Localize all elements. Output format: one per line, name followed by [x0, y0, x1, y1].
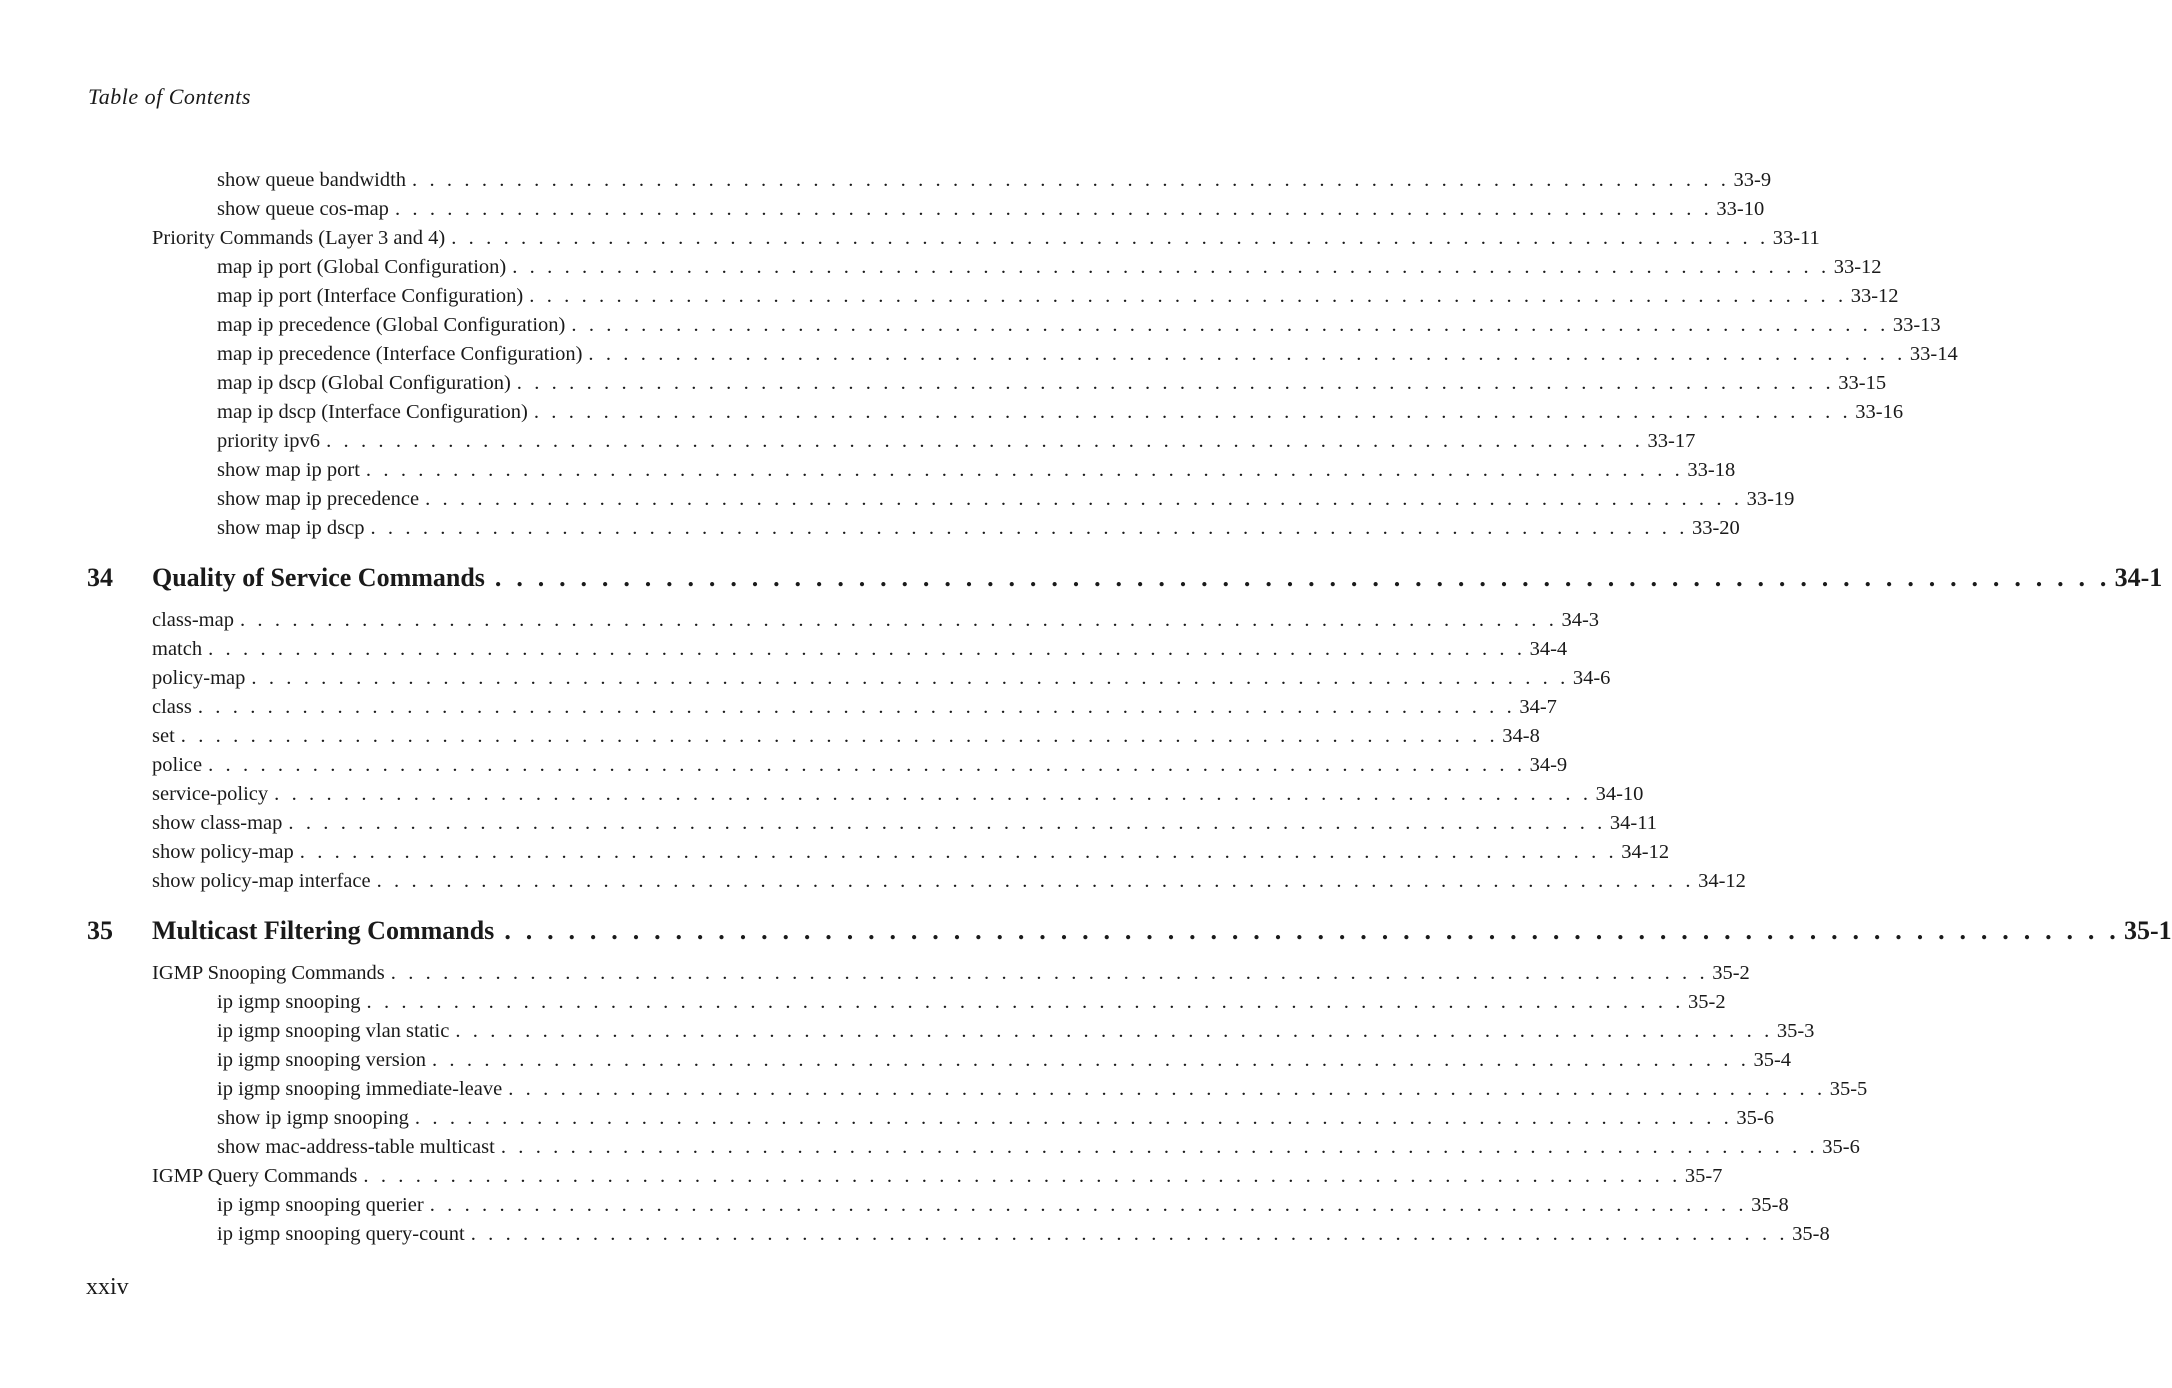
toc-entry-page: 33-10 — [1716, 198, 1765, 220]
toc-entry-page: 34-12 — [1621, 841, 1670, 863]
toc-entry[interactable] — [217, 253, 1882, 282]
toc-entry-page: 33-18 — [1687, 459, 1736, 481]
toc-entry-title: ip igmp snooping vlan static — [217, 1020, 450, 1042]
toc-entry-title: IGMP Snooping Commands — [152, 962, 385, 984]
toc-entry-title: police — [152, 754, 203, 776]
toc-entry[interactable] — [217, 1133, 1860, 1162]
toc-entry-page: 35-2 — [1712, 962, 1750, 984]
toc-entry-title: show queue bandwidth — [217, 169, 407, 191]
toc-entry-page: 34-8 — [1502, 725, 1540, 747]
dot-leader: . . . . . . . . . . . . . . . . . . . . . . . . . . . . . . . . . . . . . . . . . . . . . . . . . . . . . . . . . . . . . . . . . . . . . . . . . . . . — [288, 812, 1606, 834]
toc-entry-title: show policy-map — [152, 841, 294, 863]
dot-leader: . . . . . . . . . . . . . . . . . . . . . . . . . . . . . . . . . . . . . . . . . . . . . . . . . . . . . . . . . . . . . . . . . . . . . . . . . . . . — [500, 1136, 1819, 1158]
toc-entry-title: class — [152, 696, 192, 718]
toc-entry-page: 35-3 — [1776, 1020, 1815, 1042]
toc-entry-title: policy-map — [152, 667, 246, 689]
toc-entry-page: 33-16 — [1855, 401, 1904, 423]
dot-leader: . . . . . . . . . . . . . . . . . . . . . . . . . . . . . . . . . . . . . . . . . . . . . . . . . . . . . . . . . . . . . . . . . . . . . . . . . . . . — [326, 430, 1644, 452]
toc-entry-title: priority ipv6 — [217, 430, 321, 452]
dot-leader: . . . . . . . . . . . . . . . . . . . . . . . . . . . . . . . . . . . . . . . . . . . . . . . . . . . . . . . . . . . . . . . . . . . . . . . . . . . . — [366, 991, 1684, 1013]
dot-leader: . . . . . . . . . . . . . . . . . . . . . . . . . . . . . . . . . . . . . . . . . . . . . . . . . . . . . . . . . . . . . . . . . . . . . . . . . . . . — [431, 1049, 1750, 1071]
dot-leader: . . . . . . . . . . . . . . . . . . . . . . . . . . . . . . . . . . . . . . . . . . . . . . . . . . . . . . . . . . . . . . . . . . . . . . . . . . . . — [370, 517, 1688, 539]
toc-entry-title: map ip port (Global Configuration) — [217, 256, 507, 278]
toc-entry[interactable] — [152, 635, 1568, 664]
dot-leader: . . . . . . . . . . . . . . . . . . . . . . . . . . . . . . . . . . . . . . . . . . . . . . . . . . . . . . . . . . . . . . . . . . . . . . . . . . . . — [533, 401, 1852, 423]
dot-leader: . . . . . . . . . . . . . . . . . . . . . . . . . . . . . . . . . . . . . . . . . . . . . . . . . . . . . . . . . . . . . . . . . . . . . . . . . . . . — [365, 459, 1684, 481]
toc-entry-title: ip igmp snooping — [217, 991, 361, 1013]
toc-entry-title: class-map — [152, 609, 234, 631]
toc-entry[interactable] — [152, 722, 1540, 751]
toc-entry-page: 33-9 — [1733, 169, 1772, 191]
toc-entry[interactable] — [152, 867, 1746, 896]
toc-entry-page: 35-5 — [1829, 1078, 1868, 1100]
toc-entry-page: 34-3 — [1561, 609, 1600, 631]
toc-entry-title: show ip igmp snooping — [217, 1107, 409, 1129]
toc-entry-page: 33-11 — [1772, 227, 1820, 249]
toc-entry-page: 34-6 — [1572, 667, 1611, 689]
dot-leader: . . . . . . . . . . . . . . . . . . . . . . . . . . . . . . . . . . . . . . . . . . . . . . . . . . . . . . . . . . . . . . . . . . . . . . . . . . . . — [494, 563, 2111, 592]
toc-entry-page: 33-13 — [1892, 314, 1941, 336]
toc-entry[interactable] — [217, 1017, 1815, 1046]
dot-leader: . . . . . . . . . . . . . . . . . . . . . . . . . . . . . . . . . . . . . . . . . . . . . . . . . . . . . . . . . . . . . . . . . . . . . . . . . . . . — [504, 916, 2121, 945]
toc-entry[interactable] — [152, 606, 1600, 635]
dot-leader: . . . . . . . . . . . . . . . . . . . . . . . . . . . . . . . . . . . . . . . . . . . . . . . . . . . . . . . . . . . . . . . . . . . . . . . . . . . . — [470, 1223, 1789, 1245]
toc-entry-page: 34-9 — [1529, 754, 1568, 776]
toc-entry[interactable] — [217, 311, 1941, 340]
toc-section[interactable] — [152, 224, 1820, 253]
dot-leader: . . . . . . . . . . . . . . . . . . . . . . . . . . . . . . . . . . . . . . . . . . . . . . . . . . . . . . . . . . . . . . . . . . . . . . . . . . . . — [251, 667, 1569, 689]
toc-entry-title: show mac-address-table multicast — [217, 1136, 495, 1158]
toc-entry-page: 35-8 — [1751, 1194, 1789, 1216]
toc-entry-title: ip igmp snooping immediate-leave — [217, 1078, 503, 1100]
toc-entry-title: map ip dscp (Global Configuration) — [217, 372, 511, 394]
toc-entry-page: 33-17 — [1647, 430, 1696, 452]
dot-leader: . . . . . . . . . . . . . . . . . . . . . . . . . . . . . . . . . . . . . . . . . . . . . . . . . . . . . . . . . . . . . . . . . . . . . . . . . . . . — [451, 227, 1769, 249]
dot-leader: . . . . . . . . . . . . . . . . . . . . . . . . . . . . . . . . . . . . . . . . . . . . . . . . . . . . . . . . . . . . . . . . . . . . . . . . . . . . — [588, 343, 1906, 365]
toc-entry[interactable] — [217, 485, 1795, 514]
dot-leader: . . . . . . . . . . . . . . . . . . . . . . . . . . . . . . . . . . . . . . . . . . . . . . . . . . . . . . . . . . . . . . . . . . . . . . . . . . . . — [208, 638, 1526, 660]
dot-leader: . . . . . . . . . . . . . . . . . . . . . . . . . . . . . . . . . . . . . . . . . . . . . . . . . . . . . . . . . . . . . . . . . . . . . . . . . . . . — [455, 1020, 1773, 1042]
toc-entry[interactable] — [217, 166, 1772, 195]
toc-entry[interactable] — [217, 195, 1765, 224]
dot-leader: . . . . . . . . . . . . . . . . . . . . . . . . . . . . . . . . . . . . . . . . . . . . . . . . . . . . . . . . . . . . . . . . . . . . . . . . . . . . — [429, 1194, 1748, 1216]
toc-entry-page: 35-8 — [1792, 1223, 1830, 1245]
dot-leader: . . . . . . . . . . . . . . . . . . . . . . . . . . . . . . . . . . . . . . . . . . . . . . . . . . . . . . . . . . . . . . . . . . . . . . . . . . . . — [571, 314, 1889, 336]
toc-entry-title: show class-map — [152, 812, 283, 834]
dot-leader: . . . . . . . . . . . . . . . . . . . . . . . . . . . . . . . . . . . . . . . . . . . . . . . . . . . . . . . . . . . . . . . . . . . . . . . . . . . . — [274, 783, 1592, 805]
toc-entry[interactable] — [217, 369, 1887, 398]
toc-entry-title: ip igmp snooping querier — [217, 1194, 424, 1216]
toc-entry-title: IGMP Query Commands — [152, 1165, 358, 1187]
toc-entry-page: 35-4 — [1753, 1049, 1792, 1071]
toc-entry[interactable] — [217, 1220, 1830, 1249]
toc-entry[interactable] — [217, 1046, 1792, 1075]
dot-leader: . . . . . . . . . . . . . . . . . . . . . . . . . . . . . . . . . . . . . . . . . . . . . . . . . . . . . . . . . . . . . . . . . . . . . . . . . . . . — [529, 285, 1847, 307]
toc-entry-page: 33-20 — [1691, 517, 1740, 539]
toc-entry-page: 33-15 — [1838, 372, 1887, 394]
toc-entry[interactable] — [152, 809, 1657, 838]
toc-entry-title: service-policy — [152, 783, 269, 805]
toc-chapter-35[interactable] — [87, 913, 2172, 949]
toc-section[interactable] — [152, 959, 1750, 988]
toc-entry[interactable] — [217, 282, 1899, 311]
toc-entry-title: show map ip precedence — [217, 488, 420, 510]
dot-leader: . . . . . . . . . . . . . . . . . . . . . . . . . . . . . . . . . . . . . . . . . . . . . . . . . . . . . . . . . . . . . . . . . . . . . . . . . . . . — [412, 169, 1730, 191]
dot-leader: . . . . . . . . . . . . . . . . . . . . . . . . . . . . . . . . . . . . . . . . . . . . . . . . . . . . . . . . . . . . . . . . . . . . . . . . . . . . — [394, 198, 1713, 220]
toc-entry[interactable] — [217, 427, 1696, 456]
toc-entry-page: 35-6 — [1822, 1136, 1860, 1158]
toc-entry-title: Priority Commands (Layer 3 and 4) — [152, 227, 446, 249]
toc-entry-page: 34-4 — [1529, 638, 1568, 660]
dot-leader: . . . . . . . . . . . . . . . . . . . . . . . . . . . . . . . . . . . . . . . . . . . . . . . . . . . . . . . . . . . . . . . . . . . . . . . . . . . . — [516, 372, 1835, 394]
dot-leader: . . . . . . . . . . . . . . . . . . . . . . . . . . . . . . . . . . . . . . . . . . . . . . . . . . . . . . . . . . . . . . . . . . . . . . . . . . . . — [425, 488, 1743, 510]
toc-entry-page: 34-7 — [1519, 696, 1557, 718]
toc-entry-page: 35-7 — [1684, 1165, 1723, 1187]
toc-entry[interactable] — [152, 751, 1568, 780]
toc-entry-title: map ip dscp (Interface Configuration) — [217, 401, 528, 423]
toc-entry[interactable] — [217, 340, 1958, 369]
dot-leader: . . . . . . . . . . . . . . . . . . . . . . . . . . . . . . . . . . . . . . . . . . . . . . . . . . . . . . . . . . . . . . . . . . . . . . . . . . . . — [239, 609, 1558, 631]
dot-leader: . . . . . . . . . . . . . . . . . . . . . . . . . . . . . . . . . . . . . . . . . . . . . . . . . . . . . . . . . . . . . . . . . . . . . . . . . . . . — [197, 696, 1516, 718]
running-head: Table of Contents — [88, 84, 251, 109]
dot-leader: . . . . . . . . . . . . . . . . . . . . . . . . . . . . . . . . . . . . . . . . . . . . . . . . . . . . . . . . . . . . . . . . . . . . . . . . . . . . — [299, 841, 1618, 863]
toc-entry[interactable] — [217, 514, 1740, 543]
toc-entry-title: show map ip dscp — [217, 517, 365, 539]
toc-entry-title: match — [152, 638, 203, 660]
table-of-contents — [0, 166, 2172, 1249]
toc-entry[interactable] — [152, 664, 1611, 693]
toc-entry-title: ip igmp snooping version — [217, 1049, 426, 1071]
toc-chapter-34[interactable] — [87, 560, 2163, 596]
toc-entry-page: 33-14 — [1909, 343, 1958, 365]
toc-entry[interactable] — [217, 1104, 1774, 1133]
toc-entry-page: 33-12 — [1833, 256, 1882, 278]
toc-entry-title: set — [152, 725, 175, 747]
toc-entry-page: 34-12 — [1698, 870, 1746, 892]
toc-entry-title: map ip port (Interface Configuration) — [217, 285, 524, 307]
toc-section[interactable] — [152, 1162, 1723, 1191]
dot-leader: . . . . . . . . . . . . . . . . . . . . . . . . . . . . . . . . . . . . . . . . . . . . . . . . . . . . . . . . . . . . . . . . . . . . . . . . . . . . — [414, 1107, 1733, 1129]
chapter-page: 34-1 — [2114, 563, 2163, 592]
toc-entry-title: map ip precedence (Interface Configuration) — [217, 343, 583, 365]
toc-entry-title: show policy-map interface — [152, 870, 371, 892]
toc-entry-title: show map ip port — [217, 459, 360, 481]
chapter-title: Quality of Service Commands — [152, 563, 485, 592]
toc-entry-page: 35-6 — [1736, 1107, 1774, 1129]
toc-entry-page: 35-2 — [1688, 991, 1726, 1013]
chapter-page: 35-1 — [2124, 916, 2172, 945]
toc-entry-title: ip igmp snooping query-count — [217, 1223, 465, 1245]
toc-entry[interactable] — [152, 693, 1557, 722]
toc-entry-page: 34-11 — [1609, 812, 1657, 834]
toc-entry[interactable] — [217, 398, 1904, 427]
toc-entry[interactable] — [217, 1075, 1868, 1104]
chapter-number: 34 — [87, 563, 113, 592]
page-number: xxiv — [86, 1274, 129, 1300]
dot-leader: . . . . . . . . . . . . . . . . . . . . . . . . . . . . . . . . . . . . . . . . . . . . . . . . . . . . . . . . . . . . . . . . . . . . . . . . . . . . — [180, 725, 1499, 747]
chapter-title: Multicast Filtering Commands — [152, 916, 495, 945]
toc-entry-title: map ip precedence (Global Configuration) — [217, 314, 566, 336]
dot-leader: . . . . . . . . . . . . . . . . . . . . . . . . . . . . . . . . . . . . . . . . . . . . . . . . . . . . . . . . . . . . . . . . . . . . . . . . . . . . — [208, 754, 1526, 776]
dot-leader: . . . . . . . . . . . . . . . . . . . . . . . . . . . . . . . . . . . . . . . . . . . . . . . . . . . . . . . . . . . . . . . . . . . . . . . . . . . . — [508, 1078, 1826, 1100]
toc-entry[interactable] — [217, 1191, 1789, 1220]
toc-entry[interactable] — [217, 988, 1726, 1017]
toc-entry-title: show queue cos-map — [217, 198, 389, 220]
toc-entry-page: 33-19 — [1746, 488, 1795, 510]
dot-leader: . . . . . . . . . . . . . . . . . . . . . . . . . . . . . . . . . . . . . . . . . . . . . . . . . . . . . . . . . . . . . . . . . . . . . . . . . . . . — [390, 962, 1709, 984]
dot-leader: . . . . . . . . . . . . . . . . . . . . . . . . . . . . . . . . . . . . . . . . . . . . . . . . . . . . . . . . . . . . . . . . . . . . . . . . . . . . — [512, 256, 1830, 278]
toc-entry[interactable] — [152, 838, 1670, 867]
dot-leader: . . . . . . . . . . . . . . . . . . . . . . . . . . . . . . . . . . . . . . . . . . . . . . . . . . . . . . . . . . . . . . . . . . . . . . . . . . . . — [363, 1165, 1681, 1187]
dot-leader: . . . . . . . . . . . . . . . . . . . . . . . . . . . . . . . . . . . . . . . . . . . . . . . . . . . . . . . . . . . . . . . . . . . . . . . . . . . . — [376, 870, 1695, 892]
chapter-number: 35 — [87, 916, 113, 945]
toc-entry-page: 33-12 — [1850, 285, 1899, 307]
toc-entry-page: 34-10 — [1595, 783, 1644, 805]
toc-entry[interactable] — [217, 456, 1736, 485]
toc-entry[interactable] — [152, 780, 1644, 809]
